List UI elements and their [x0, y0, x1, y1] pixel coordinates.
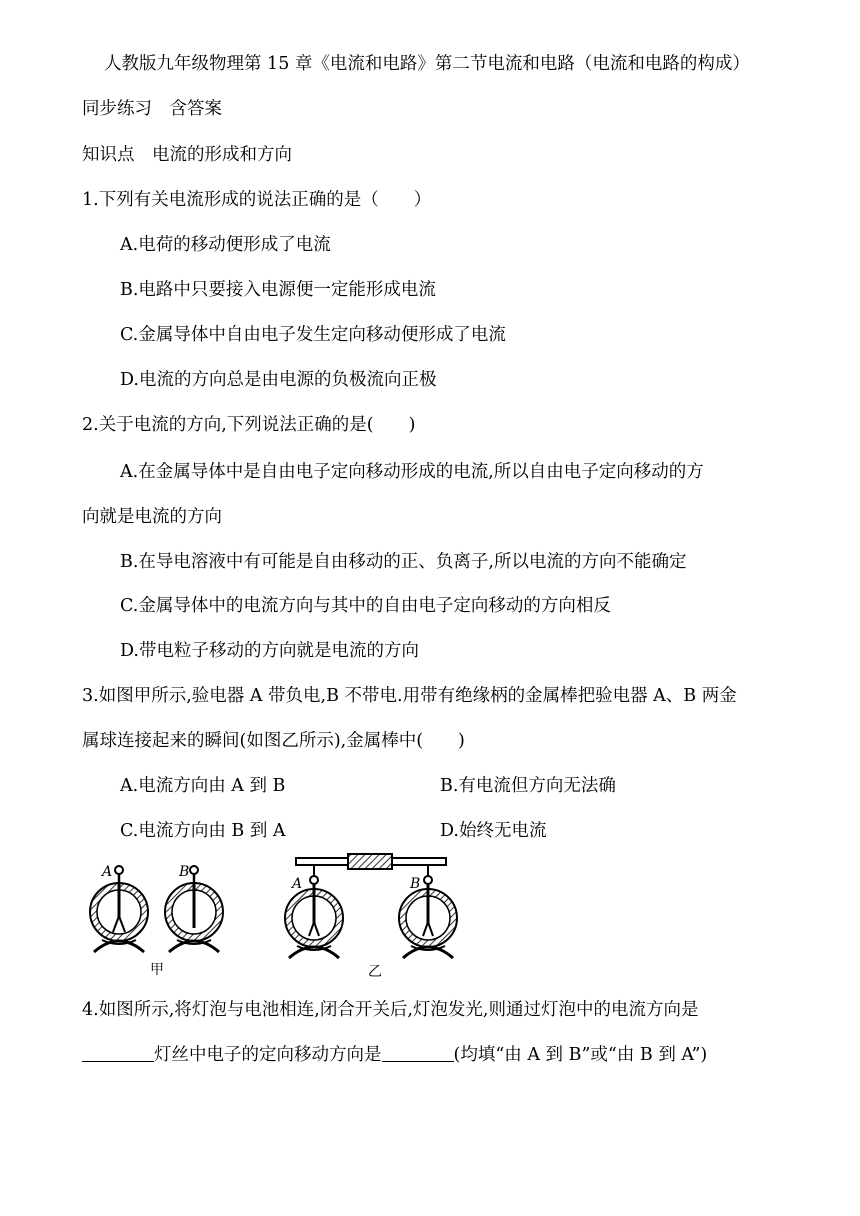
section-heading: 知识点 电流的形成和方向	[82, 145, 292, 165]
figure-label-b-left: B	[179, 864, 190, 880]
figure-label-a-right: A	[292, 876, 303, 892]
q2-option-a-line1: A.在金属导体中是自由电子定向移动形成的电流,所以自由电子定向移动的方	[120, 462, 704, 482]
q4-line2-mid: 灯丝中电子的定向移动方向是	[154, 1045, 382, 1065]
q1-stem: 1.下列有关电流形成的说法正确的是（ ）	[82, 190, 432, 210]
q3-stem-line2: 属球连接起来的瞬间(如图乙所示),金属棒中( )	[82, 731, 465, 751]
q1-option-c: C.金属导体中自由电子发生定向移动便形成了电流	[120, 325, 506, 345]
q4-line2-end: (均填“由 A 到 B”或“由 B 到 A”)	[453, 1045, 708, 1065]
metal-rod	[296, 854, 446, 878]
electroscope-a-left	[90, 866, 148, 952]
q1-option-b: B.电路中只要接入电源便一定能形成电流	[120, 280, 436, 300]
figure-caption-right: 乙	[368, 964, 382, 980]
q3-option-b: B.有电流但方向无法确	[440, 776, 616, 796]
q2-option-b: B.在导电溶液中有可能是自由移动的正、负离子,所以电流的方向不能确定	[120, 552, 687, 572]
electroscope-b-left	[165, 866, 223, 952]
q1-option-d: D.电流的方向总是由电源的负极流向正极	[120, 370, 437, 390]
q2-option-c: C.金属导体中的电流方向与其中的自由电子定向移动的方向相反	[120, 596, 611, 616]
doc-title-line2: 同步练习 含答案	[82, 99, 222, 119]
q3-option-c: C.电流方向由 B 到 A	[120, 821, 286, 841]
figure-label-b-right: B	[410, 876, 421, 892]
electroscope-b-right	[399, 876, 457, 958]
q4-line2	[82, 1043, 707, 1067]
figure-caption-left: 甲	[150, 962, 164, 978]
electroscope-figure	[84, 852, 464, 982]
q3-stem-line1: 3.如图甲所示,验电器 A 带负电,B 不带电.用带有绝缘柄的金属棒把验电器 A、B 两金	[82, 686, 737, 706]
q3-option-d: D.始终无电流	[440, 821, 547, 841]
answer-blank-1[interactable]	[82, 1043, 154, 1062]
q2-stem: 2.关于电流的方向,下列说法正确的是( )	[82, 415, 416, 435]
figure-label-a-left: A	[102, 864, 113, 880]
answer-blank-2[interactable]	[382, 1043, 454, 1062]
q3-option-a: A.电流方向由 A 到 B	[120, 776, 286, 796]
q2-option-d: D.带电粒子移动的方向就是电流的方向	[120, 641, 419, 661]
q2-option-a-line2: 向就是电流的方向	[82, 507, 222, 527]
doc-title-line1: 人教版九年级物理第 15 章《电流和电路》第二节电流和电路（电流和电路的构成）	[104, 54, 750, 74]
q4-line1: 4.如图所示,将灯泡与电池相连,闭合开关后,灯泡发光,则通过灯泡中的电流方向是	[82, 1000, 699, 1020]
q1-option-a: A.电荷的移动便形成了电流	[120, 235, 331, 255]
